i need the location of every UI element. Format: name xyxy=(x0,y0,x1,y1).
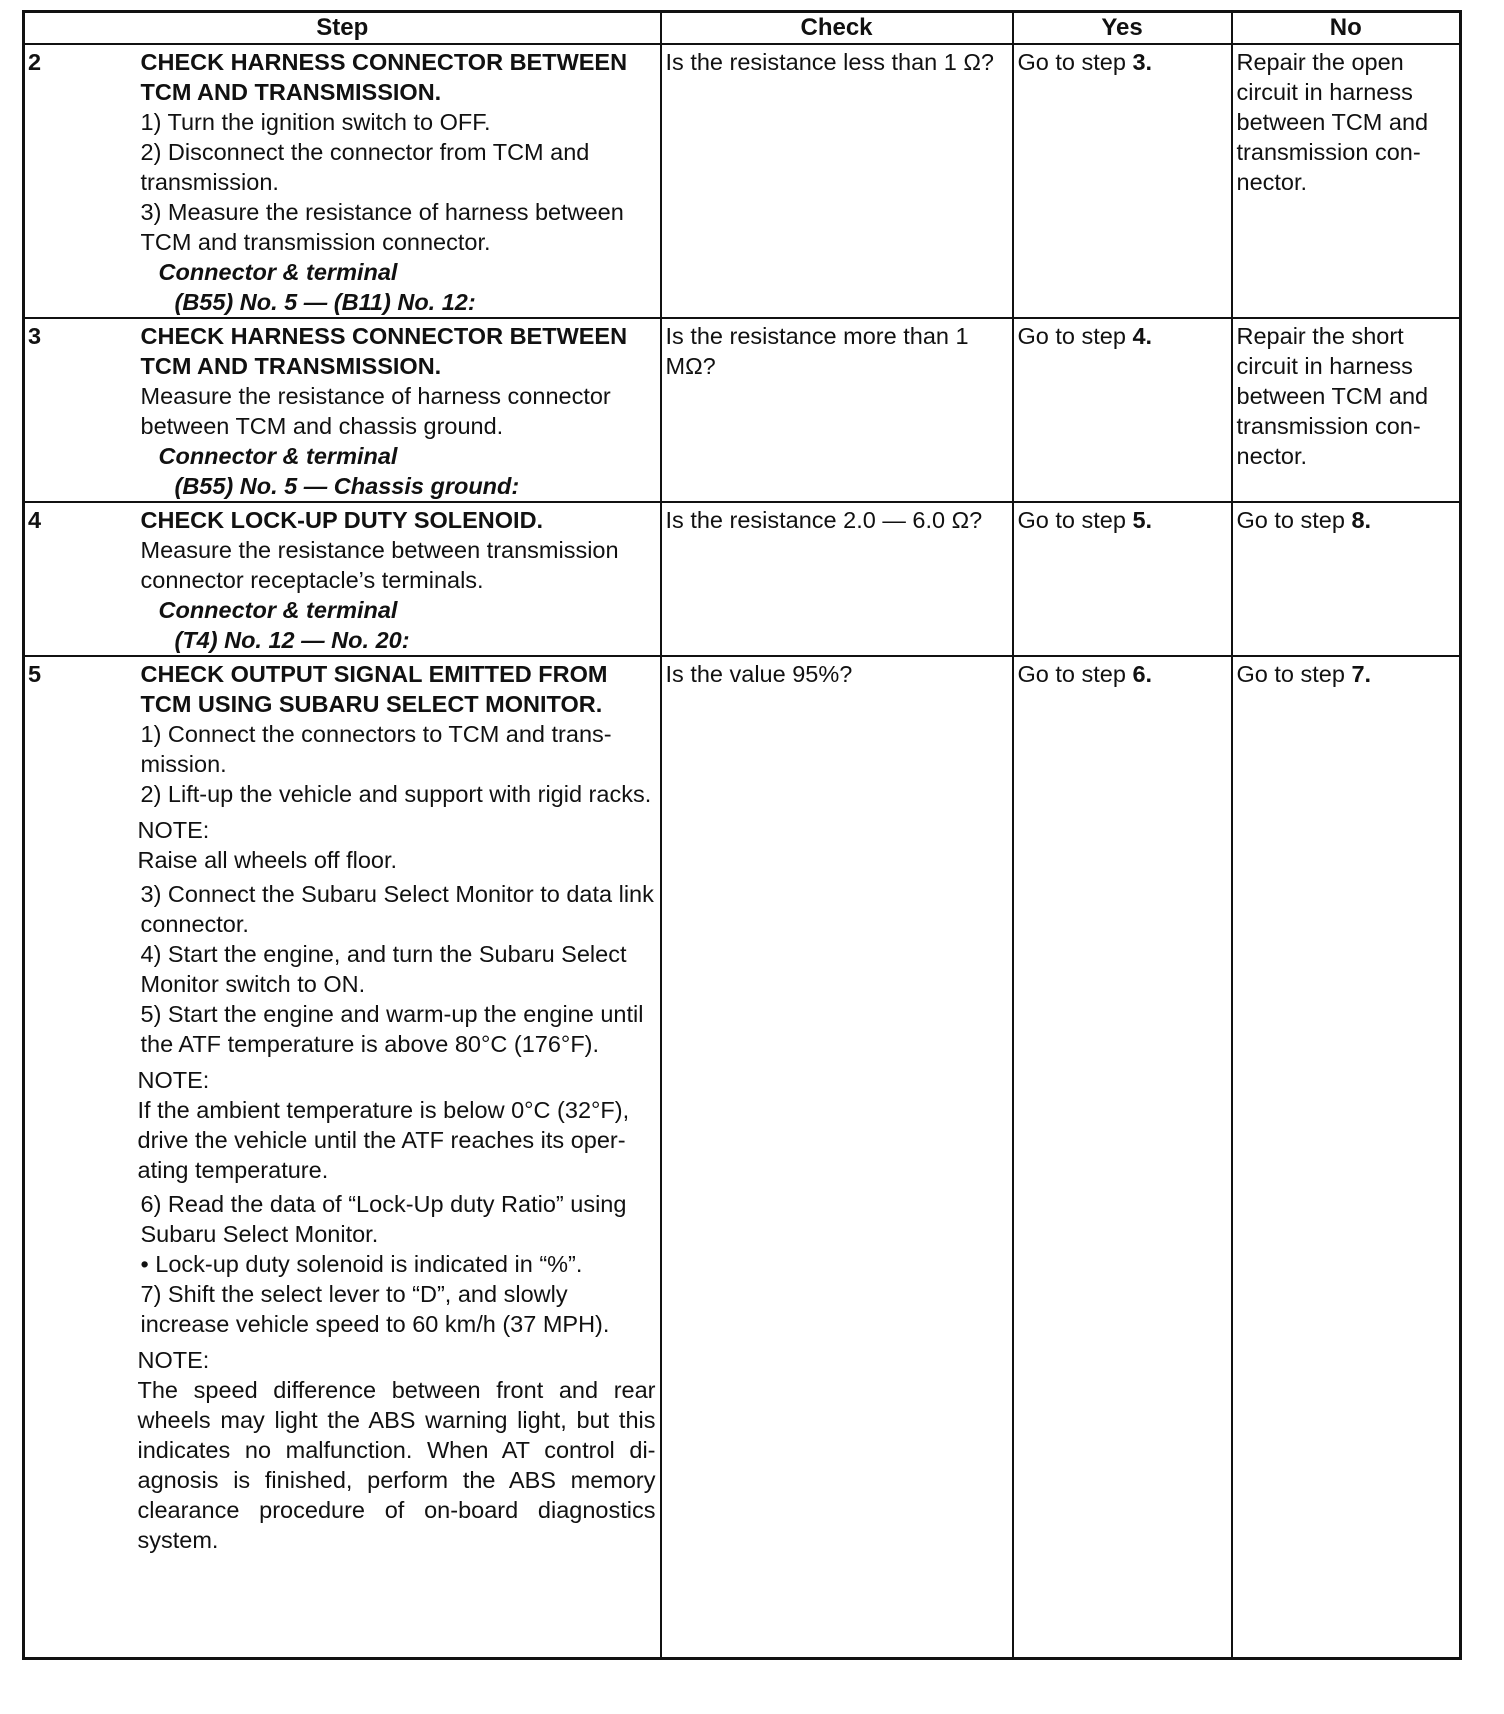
yes-cell xyxy=(1013,502,1232,656)
yes-prefix: Go to step xyxy=(1017,323,1133,349)
check-cell: Is the resistance less than 1 Ω? xyxy=(661,44,1013,318)
step-number: 4 xyxy=(24,502,137,656)
header-yes: Yes xyxy=(1013,12,1232,45)
no-cell xyxy=(1232,502,1461,656)
header-check: Check xyxy=(661,12,1013,45)
note-heading: NOTE: xyxy=(137,1067,210,1093)
yes-step-ref: 5. xyxy=(1132,507,1153,533)
note-heading: NOTE: xyxy=(137,817,210,843)
yes-cell xyxy=(1013,44,1232,318)
step-cell xyxy=(137,318,661,502)
connector-label: Connector & terminal xyxy=(158,443,398,469)
step-item: 3) Measure the resistance of harness between TCM and transmission connector. xyxy=(140,199,624,255)
yes-cell xyxy=(1013,318,1232,502)
step-cell xyxy=(137,502,661,656)
table-row xyxy=(24,44,1461,318)
yes-step-ref: 6. xyxy=(1132,661,1153,687)
connector-value: (T4) No. 12 — No. 20: xyxy=(174,627,410,653)
yes-prefix: Go to step xyxy=(1017,661,1133,687)
connector-value: (B55) No. 5 — Chassis ground: xyxy=(174,473,520,499)
step-item: 3) Connect the Subaru Select Monitor to data link connector. xyxy=(140,881,654,937)
step-item: 6) Read the data of “Lock-Up duty Ratio” using Subaru Select Monitor. xyxy=(140,1191,627,1247)
step-cell xyxy=(137,656,661,1658)
procedure-page xyxy=(22,10,1462,1660)
step-title: CHECK HARNESS CONNECTOR BETWEEN TCM AND TRANSMISSION. xyxy=(140,323,628,379)
step-item: 2) Disconnect the connector from TCM and transmission. xyxy=(140,139,590,195)
step-item: 1) Turn the ignition switch to OFF. xyxy=(140,109,491,135)
check-cell: Is the value 95%? xyxy=(661,656,1013,1658)
step-number: 5 xyxy=(24,656,137,1658)
connector-label: Connector & terminal xyxy=(158,259,398,285)
step-item: 1) Connect the connectors to TCM and trans-mission. xyxy=(140,721,612,777)
no-cell: Repair the open circuit in harness between TCM and transmission con-nector. xyxy=(1232,44,1461,318)
step-item: 5) Start the engine and warm-up the engine until the ATF temperature is above 80°C (176°F). xyxy=(140,1001,644,1057)
header-step: Step xyxy=(24,12,661,45)
yes-step-ref: 3. xyxy=(1132,49,1153,75)
step-item: 2) Lift-up the vehicle and support with rigid racks. xyxy=(140,781,652,807)
table-row xyxy=(24,502,1461,656)
note-body: Raise all wheels off floor. xyxy=(137,847,398,873)
table-row xyxy=(24,318,1461,502)
note-body: The speed difference between front and rear wheels may light the ABS warning light, but this indicates no malfunction. When AT control di-agnosis is finished, perform the ABS memory clearance procedure of on-board diagnostics system. xyxy=(137,1377,656,1553)
bullet-item: • Lock-up duty solenoid is indicated in “%”. xyxy=(140,1251,583,1277)
yes-prefix: Go to step xyxy=(1017,507,1133,533)
connector-value: (B55) No. 5 — (B11) No. 12: xyxy=(174,289,476,315)
step-number: 3 xyxy=(24,318,137,502)
yes-prefix: Go to step xyxy=(1017,49,1133,75)
note-body: If the ambient temperature is below 0°C (32°F), drive the vehicle until the ATF reaches its oper-ating temperature. xyxy=(137,1097,630,1183)
step-item: 4) Start the engine, and turn the Subaru Select Monitor switch to ON. xyxy=(140,941,627,997)
note-heading: NOTE: xyxy=(137,1347,210,1373)
step-body: Measure the resistance between transmission connector receptacle’s terminals. xyxy=(140,537,619,593)
table-header-row xyxy=(24,12,1461,45)
no-step-ref: 7. xyxy=(1351,661,1372,687)
no-prefix: Go to step xyxy=(1236,507,1352,533)
check-cell: Is the resistance more than 1 MΩ? xyxy=(661,318,1013,502)
yes-step-ref: 4. xyxy=(1132,323,1153,349)
header-no: No xyxy=(1232,12,1461,45)
no-prefix: Go to step xyxy=(1236,661,1352,687)
no-step-ref: 8. xyxy=(1351,507,1372,533)
table-row xyxy=(24,656,1461,1658)
step-number: 2 xyxy=(24,44,137,318)
no-cell xyxy=(1232,656,1461,1658)
no-cell: Repair the short circuit in harness between TCM and transmission con-nector. xyxy=(1232,318,1461,502)
step-body: Measure the resistance of harness connector between TCM and chassis ground. xyxy=(140,383,611,439)
check-cell: Is the resistance 2.0 — 6.0 Ω? xyxy=(661,502,1013,656)
step-cell xyxy=(137,44,661,318)
step-item: 7) Shift the select lever to “D”, and slowly increase vehicle speed to 60 km/h (37 MPH). xyxy=(140,1281,610,1337)
step-title: CHECK LOCK-UP DUTY SOLENOID. xyxy=(140,507,544,533)
diagnostic-table xyxy=(22,10,1462,1660)
step-title: CHECK HARNESS CONNECTOR BETWEEN TCM AND TRANSMISSION. xyxy=(140,49,628,105)
step-title: CHECK OUTPUT SIGNAL EMITTED FROM TCM USING SUBARU SELECT MONITOR. xyxy=(140,661,608,717)
connector-label: Connector & terminal xyxy=(158,597,398,623)
yes-cell xyxy=(1013,656,1232,1658)
